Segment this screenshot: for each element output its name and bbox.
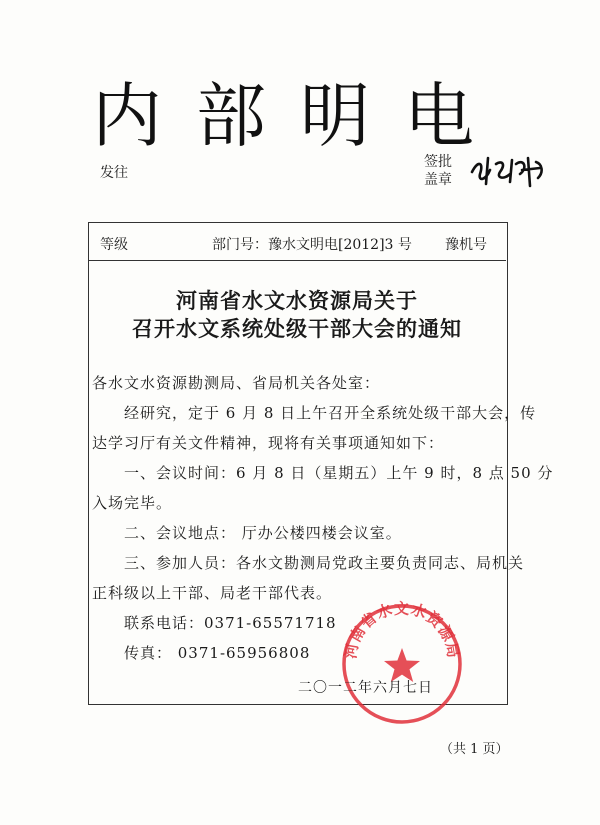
item2: 二、会议地点： 厅办公楼四楼会议室。	[124, 524, 402, 542]
machine-number-label: 豫机号	[445, 237, 487, 253]
department-number: 部门号：豫水文明电[2012]3 号	[212, 237, 412, 253]
notice-title-line1: 河南省水文水资源局关于	[176, 289, 418, 313]
document-header-title: 内部明电	[92, 75, 508, 157]
item1-line1: 一、会议时间：6 月 8 日（星期五）上午 9 时，8 点 50 分	[124, 464, 554, 482]
official-seal	[338, 600, 466, 728]
handwritten-signature	[466, 150, 556, 190]
item3-line2: 正科级以上干部、局老干部代表。	[92, 584, 333, 602]
contact-phone: 联系电话：0371-65571718	[124, 614, 337, 632]
fax-number: 传真： 0371-65956808	[124, 644, 311, 662]
item1-line2: 入场完毕。	[92, 494, 173, 512]
notice-title-line2: 召开水文系统处级干部大会的通知	[132, 317, 462, 341]
approval-label-line1: 签批	[424, 154, 452, 170]
issue-date: 二〇一二年六月七日	[298, 680, 433, 696]
grade-label: 等级	[100, 237, 128, 253]
send-to-label: 发往	[100, 165, 128, 181]
page-count: （共 1 页）	[440, 742, 509, 757]
approval-label-line2: 盖章	[424, 172, 452, 188]
paragraph1-line2: 达学习厅有关文件精神，现将有关事项通知如下：	[92, 434, 445, 452]
approval-label	[424, 153, 452, 189]
svg-text:河南省水文水资源局: 河南省水文水资源局	[341, 600, 463, 660]
addressee: 各水文水资源勘测局、省局机关各处室：	[92, 374, 381, 392]
item3-line1: 三、参加人员：各水文勘测局党政主要负责同志、局机关	[124, 554, 525, 572]
paragraph1-line1: 经研究，定于 6 月 8 日上午召开全系统处级干部大会，传	[124, 404, 537, 422]
